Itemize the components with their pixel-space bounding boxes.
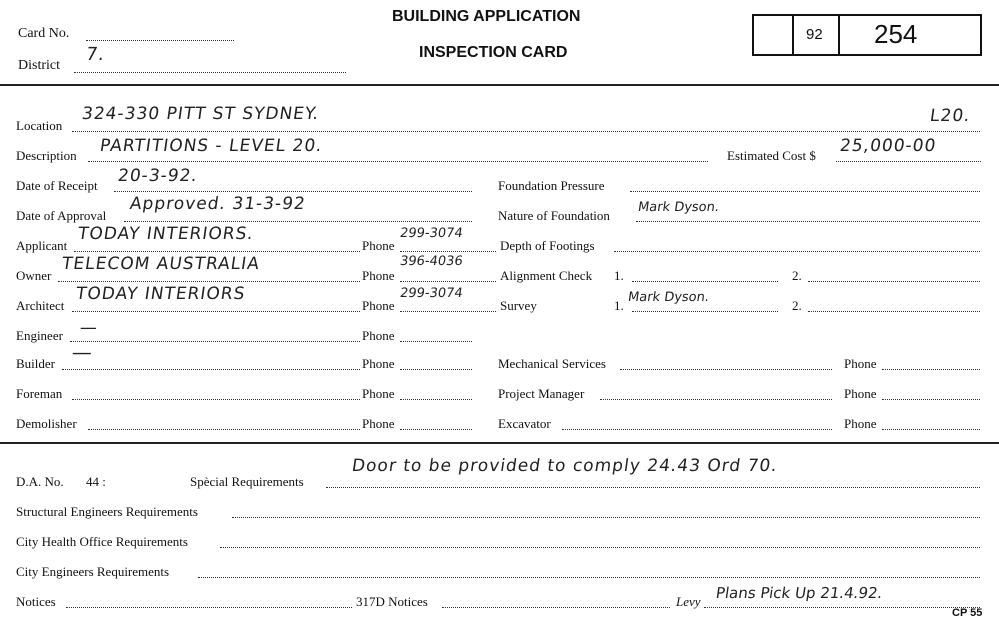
survey-value: Mark Dyson. [626,290,711,305]
date-approval-value: Approved. 31-3-92 [128,194,308,214]
architect-label: Architect [16,298,65,313]
engineer-value: — [78,318,100,338]
nature-foundation-value: Mark Dyson. [636,200,721,215]
project-manager-label: Project Manager [498,386,585,401]
architect-phone-value: 299-3074 [398,286,464,301]
nature-foundation-label: Nature of Foundation [498,208,610,223]
estimated-cost-label: Estimated Cost $ [727,148,816,163]
district-line [74,72,346,73]
form-code: CP 55 [952,607,983,619]
alignment-1-label: 1. [614,268,624,283]
description-value: PARTITIONS - LEVEL 20. [98,136,324,156]
box-year: 92 [806,26,823,43]
special-requirements-label: Spècial Requirements [190,474,304,489]
card-no-line [86,40,234,41]
alignment-2-label: 2. [792,268,802,283]
applicant-phone-label: Phone [362,238,395,253]
date-approval-label: Date of Approval [16,208,107,223]
survey-2-label: 2. [792,298,802,313]
excavator-label: Excavator [498,416,551,431]
da-value: 44 : [86,474,106,489]
applicant-phone-value: 299-3074 [398,226,464,241]
card-no-label: Card No. [18,26,70,41]
mechanical-phone-label: Phone [844,356,877,371]
district-label: District [18,58,60,73]
location-label: Location [16,118,63,133]
owner-phone-label: Phone [362,268,395,283]
builder-label: Builder [16,356,55,371]
date-receipt-value: 20-3-92. [116,166,200,186]
engineer-phone-label: Phone [362,328,395,343]
section-rule [0,442,999,444]
depth-footings-label: Depth of Footings [500,238,595,253]
project-manager-phone-label: Phone [844,386,877,401]
owner-value: TELECOM AUSTRALIA [60,254,262,274]
builder-phone-label: Phone [362,356,395,371]
da-label: D.A. No. [16,474,64,489]
applicant-label: Applicant [16,238,68,253]
location-value: 324-330 PITT ST SYDNEY. [80,104,321,124]
title-line-1: BUILDING APPLICATION [392,8,581,25]
architect-phone-label: Phone [362,298,395,313]
levy-label: Levy [676,594,701,609]
card-number-box [752,14,982,56]
estimated-cost-value: 25,000-00 [838,136,938,156]
applicant-value: TODAY INTERIORS. [76,224,256,244]
builder-value: — [70,340,95,364]
title-line-2: INSPECTION CARD [419,44,568,61]
special-requirements-value: Door to be provided to comply 24.43 Ord 70. [350,456,779,476]
location-code: L20. [928,106,972,126]
description-label: Description [16,148,77,163]
engineer-label: Engineer [16,328,63,343]
survey-label: Survey [500,298,537,313]
city-engineers-label: City Engineers Requirements [16,564,170,579]
health-label: City Health Office Requirements [16,534,188,549]
owner-label: Owner [16,268,52,283]
levy-value: Plans Pick Up 21.4.92. [714,584,884,602]
header-rule [0,84,999,86]
owner-phone-value: 396-4036 [398,254,464,269]
date-receipt-label: Date of Receipt [16,178,98,193]
foreman-label: Foreman [16,386,63,401]
excavator-phone-label: Phone [844,416,877,431]
demolisher-label: Demolisher [16,416,77,431]
box-number: 254 [874,19,918,49]
mechanical-label: Mechanical Services [498,356,606,371]
foundation-pressure-label: Foundation Pressure [498,178,605,193]
district-value: 7. [84,44,107,65]
architect-value: TODAY INTERIORS [74,284,247,304]
notices-317d-label: 317D Notices [356,594,428,609]
notices-label: Notices [16,594,56,609]
foreman-phone-label: Phone [362,386,395,401]
demolisher-phone-label: Phone [362,416,395,431]
structural-label: Structural Engineers Requirements [16,504,198,519]
survey-1-label: 1. [614,298,624,313]
alignment-check-label: Alignment Check [500,268,593,283]
